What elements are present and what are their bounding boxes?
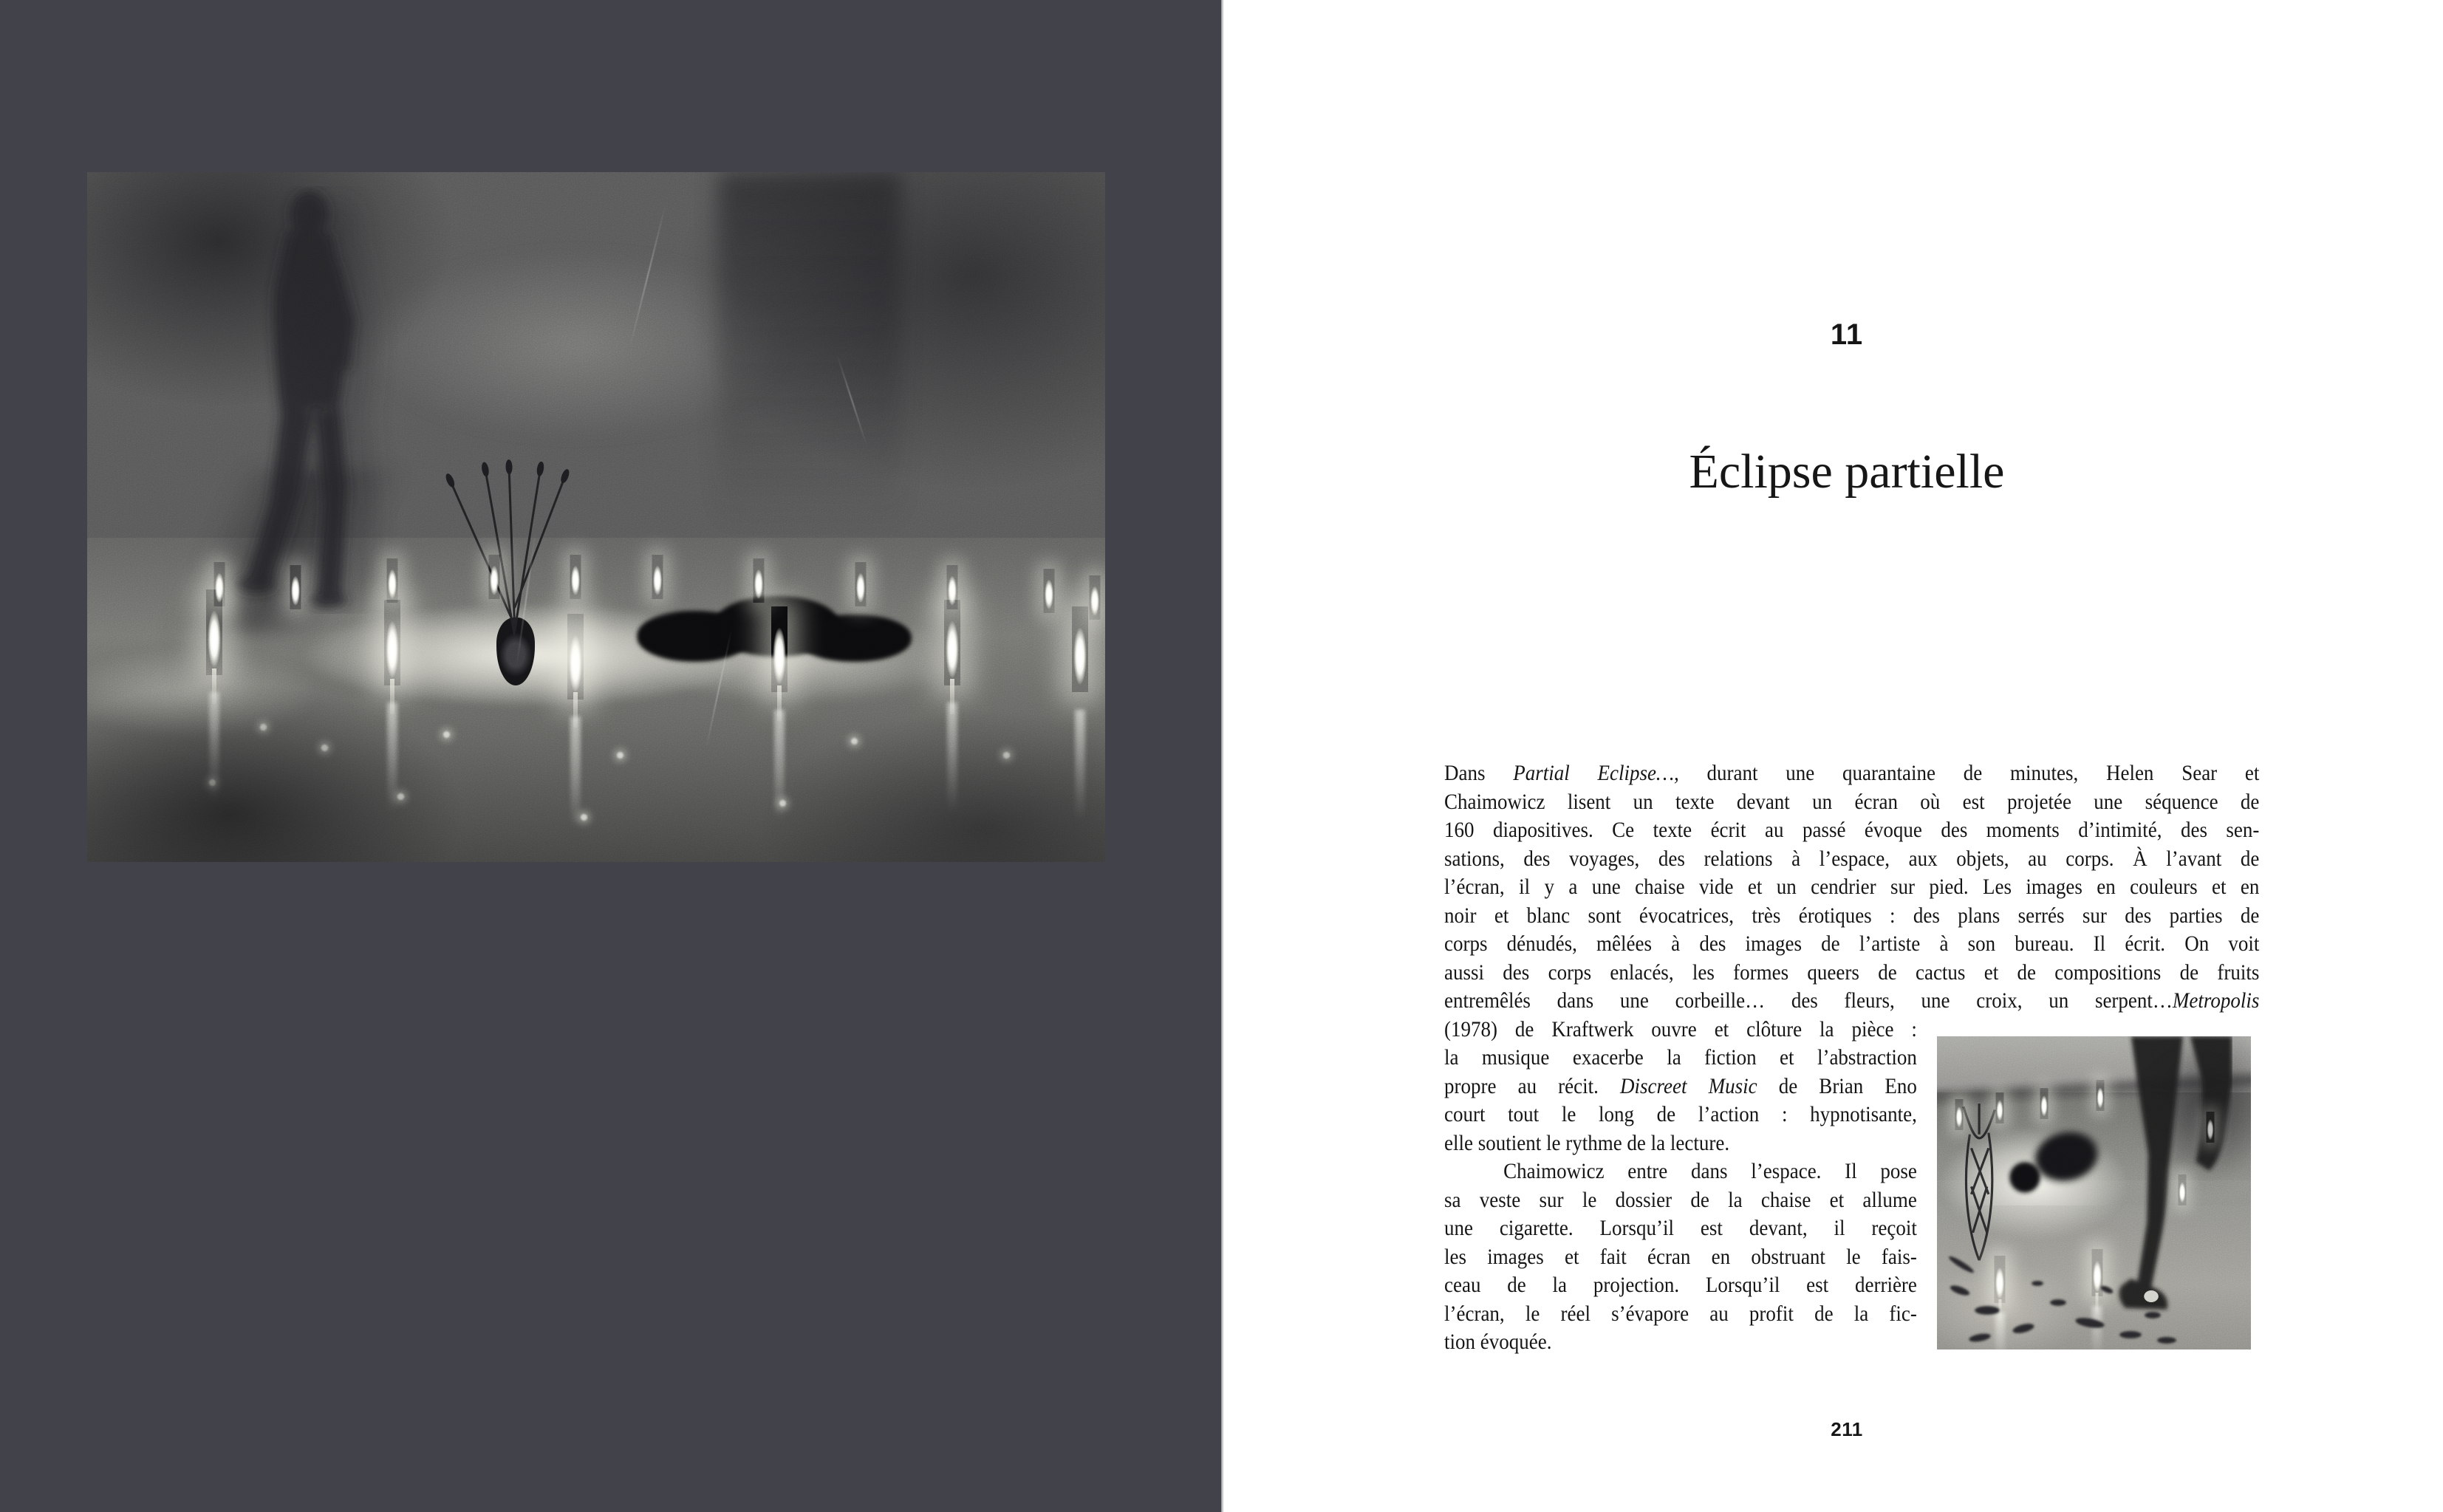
body-line: (1978) de Kraftwerk ouvre et clôture la pièce : [1444, 1016, 1917, 1041]
film-grain-overlay [1937, 1036, 2251, 1349]
body-line: tion évoquée. [1444, 1330, 1552, 1354]
body-line: l’écran, il y a une chaise vide et un cendrier sur pied. Les images en couleurs et en [1444, 875, 2260, 899]
body-line: elle soutient le rythme de la lecture. [1444, 1130, 1730, 1155]
body-line: Dans Partial Eclipse…, durant une quarantaine de minutes, Helen Sear et [1444, 761, 2260, 785]
body-line: court tout le long de l’action : hypnotisante, [1444, 1102, 1917, 1126]
page-gutter-line [1221, 0, 1224, 1512]
film-grain-overlay [87, 172, 1105, 862]
body-line: ceau de la projection. Lorsqu’il est derrière [1444, 1273, 1917, 1297]
body-line: entremêlés dans une corbeille… des fleurs, une croix, un serpent…Metropolis [1444, 988, 2260, 1013]
performance-photo-small [1937, 1036, 2251, 1349]
body-line: aussi des corps enlacés, les formes queers de cactus et de compositions de fruits [1444, 959, 2260, 985]
body-line: propre au récit. Discreet Music de Brian Eno [1444, 1073, 1917, 1098]
body-line: une cigarette. Lorsqu’il est devant, il reçoit [1444, 1216, 1917, 1240]
left-page [0, 0, 1221, 1512]
performance-photo-large [87, 172, 1105, 862]
body-line: les images et fait écran en obstruant le fais- [1444, 1244, 1917, 1269]
body-line: la musique exacerbe la fiction et l’abstraction [1444, 1045, 1917, 1070]
body-line: Chaimowicz lisent un texte devant un écran où est projetée une séquence de [1444, 789, 2260, 814]
body-line: noir et blanc sont évocatrices, très érotiques : des plans serrés sur des parties de [1444, 903, 2260, 928]
page-number: 211 [1831, 1418, 1863, 1440]
body-line: sa veste sur le dossier de la chaise et allume [1444, 1187, 1917, 1212]
body-line: sations, des voyages, des relations à l’espace, aux objets, au corps. À l’avant de [1444, 846, 2260, 871]
chapter-number: 11 [1830, 318, 1864, 351]
body-line: 160 diapositives. Ce texte écrit au passé évoque des moments d’intimité, des sen- [1444, 818, 2260, 842]
body-line: Chaimowicz entre dans l’espace. Il pose [1503, 1159, 1917, 1183]
chapter-title: Éclipse partielle [1689, 445, 2005, 499]
body-line: corps dénudés, mêlées à des images de l’artiste à son bureau. Il écrit. On voit [1444, 931, 2260, 956]
body-line: l’écran, le réel s’évapore au profit de la fic- [1444, 1301, 1917, 1326]
